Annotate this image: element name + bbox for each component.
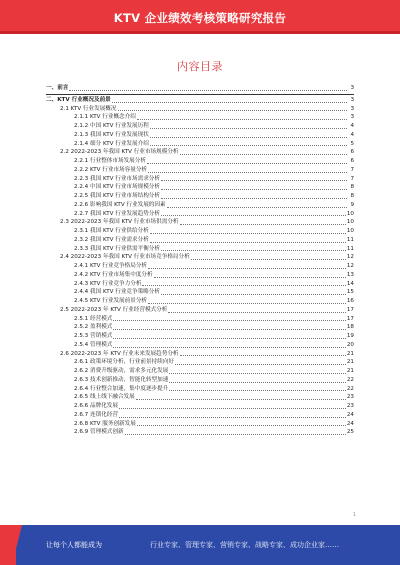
toc-leader-dots: [148, 172, 347, 173]
toc-entry-text: 2.4.2 KTV 行业市场集中度分析: [74, 271, 153, 278]
toc-leader-dots: [112, 102, 347, 103]
toc-entry-text: 2.4.3 KTV 行业竞争力分析: [74, 280, 142, 287]
toc-entry[interactable]: [46, 175, 354, 184]
toc-entry-page: 21: [346, 368, 354, 374]
toc-leader-dots: [161, 198, 347, 199]
toc-entry-page: 23: [346, 394, 354, 401]
toc-entry[interactable]: [46, 245, 354, 254]
toc-leader-dots: [136, 399, 346, 400]
toc-entry-text: 2.5.4 管理模式: [74, 341, 113, 348]
toc-entry-page: 12: [346, 254, 354, 261]
toc-entry-text: 2.3.3 我国 KTV 行业供需平衡分析: [74, 245, 160, 252]
page-number: 1: [352, 512, 356, 518]
toc-entry-text: 2.3.1 我国 KTV 行业供给分析: [74, 228, 149, 234]
toc-entry[interactable]: [46, 367, 354, 376]
toc-entry-text: 2.2.7 我国 KTV 行业发展趋势分析: [74, 210, 160, 217]
toc-entry[interactable]: [46, 350, 354, 359]
toc-leader-dots: [113, 320, 345, 321]
toc-leader-dots: [113, 338, 345, 339]
toc-entry-text: 2.6.6 品牌化发展: [74, 403, 118, 409]
toc-entry[interactable]: [46, 201, 354, 210]
toc-entry[interactable]: [46, 84, 354, 93]
toc-leader-dots: [161, 180, 347, 181]
toc-entry-page: 25: [346, 429, 354, 436]
report-title: KTV 企业绩效考核策略研究报告: [113, 11, 287, 25]
footer-slogan-left: 让每个人都能成为: [46, 541, 102, 549]
toc-entry-page: 12: [346, 263, 354, 269]
toc-entry[interactable]: [46, 306, 354, 315]
toc-entry-text: 2.6.3 技术创新推动，智能化转型加速: [74, 376, 169, 383]
toc-entry-page: 4: [350, 131, 354, 138]
toc-entry[interactable]: [46, 131, 354, 140]
toc-leader-dots: [119, 417, 346, 418]
toc-entry-page: 17: [346, 306, 354, 313]
toc-entry[interactable]: [46, 341, 354, 350]
toc-leader-dots: [150, 242, 346, 243]
toc-entry[interactable]: [46, 332, 354, 341]
toc-entry-text: 2.4.5 KTV 行业发展前景分析: [74, 298, 148, 304]
toc-entry-page: 8: [350, 193, 354, 199]
toc-leader-dots: [169, 373, 346, 374]
toc-entry-text: 2.6.5 线上线下融合发展: [74, 394, 135, 401]
toc-entry-text: 2.6.9 管理模式创新: [74, 429, 124, 436]
toc-entry-page: 16: [346, 298, 354, 304]
toc-entry-text: 2.6.7 连锁化经营: [74, 411, 118, 418]
toc-entry-text: 一、前言: [46, 85, 69, 91]
toc-entry[interactable]: [46, 315, 354, 324]
toc-leader-dots: [137, 425, 346, 426]
toc-leader-dots: [118, 110, 348, 111]
table-of-contents: [46, 84, 354, 437]
toc-heading: 内容目录: [177, 60, 223, 73]
toc-entry[interactable]: [46, 288, 354, 297]
toc-entry-text: 2.1.2 中国 KTV 行业发展历程: [74, 123, 149, 129]
toc-entry-page: 10: [346, 228, 354, 234]
toc-entry[interactable]: [46, 358, 354, 367]
toc-leader-dots: [169, 382, 346, 383]
toc-entry-page: 20: [346, 341, 354, 348]
toc-entry-page: 15: [346, 289, 354, 296]
toc-entry-page: 7: [350, 166, 354, 173]
toc-leader-dots: [150, 145, 347, 146]
toc-entry-text: 2.4.4 我国 KTV 行业竞争策略分析: [74, 289, 160, 296]
toc-entry-page: 6: [350, 158, 354, 164]
toc-entry[interactable]: [46, 113, 354, 122]
toc-leader-dots: [148, 303, 346, 304]
toc-entry-text: 2.1 KTV 行业发展概况: [60, 105, 117, 112]
toc-leader-dots: [125, 434, 346, 435]
toc-divider: [46, 94, 354, 95]
toc-entry-page: 18: [346, 324, 354, 331]
toc-leader-dots: [137, 119, 347, 120]
toc-entry[interactable]: [46, 192, 354, 201]
toc-leader-dots: [147, 163, 347, 164]
toc-leader-dots: [167, 207, 347, 208]
toc-entry[interactable]: [46, 280, 354, 289]
toc-entry-page: 8: [350, 184, 354, 191]
toc-entry-text: 2.5.3 营销模式: [74, 333, 113, 339]
toc-entry[interactable]: [46, 218, 354, 227]
toc-entry[interactable]: [46, 227, 354, 236]
toc-entry-page: 14: [346, 280, 354, 287]
toc-entry-page: 7: [350, 175, 354, 182]
toc-entry[interactable]: [46, 271, 354, 280]
toc-entry-page: 21: [346, 350, 354, 357]
toc-entry-text: 2.6 2022-2023 年 KTV 行业未来发展趋势分析: [60, 350, 179, 357]
toc-entry[interactable]: [46, 253, 354, 262]
toc-entry-page: 10: [346, 219, 354, 226]
toc-entry[interactable]: [46, 236, 354, 245]
toc-entry[interactable]: [46, 262, 354, 271]
toc-leader-dots: [113, 329, 345, 330]
toc-entry-page: 24: [346, 411, 354, 418]
toc-entry[interactable]: [46, 428, 354, 437]
toc-entry-page: 4: [350, 123, 354, 129]
toc-entry-text: 2.6.8 KTV 服务创新发展: [74, 420, 136, 427]
toc-entry-text: 2.2 2022-2023 年我国 KTV 行业市场规模分析: [60, 149, 179, 156]
toc-entry-text: 2.5 2022-2023 年 KTV 行业经营模式分析: [60, 306, 168, 313]
toc-leader-dots: [154, 277, 346, 278]
report-header-banner: [0, 0, 400, 34]
toc-leader-dots: [169, 390, 346, 391]
toc-entry[interactable]: [46, 385, 354, 394]
toc-entry-text: 2.2.3 我国 KTV 行业市场需求分析: [74, 175, 160, 182]
toc-entry-page: 10: [346, 210, 354, 217]
toc-entry[interactable]: [46, 122, 354, 131]
footer-banner: [0, 525, 400, 565]
toc-entry-page: 13: [346, 271, 354, 278]
toc-entry[interactable]: [46, 166, 354, 175]
toc-entry-page: 23: [346, 403, 354, 409]
toc-entry-text: 2.2.4 中国 KTV 行业市场规模分析: [74, 184, 160, 191]
toc-entry[interactable]: [46, 376, 354, 385]
toc-entry-page: 9: [350, 201, 354, 208]
toc-entry-text: 2.1.3 我国 KTV 行业发展现状: [74, 131, 149, 138]
toc-entry-page: 19: [346, 333, 354, 339]
toc-entry[interactable]: [46, 323, 354, 332]
toc-entry-text: 2.6.1 政策环境分析，行业前景持续向好: [74, 359, 174, 366]
toc-leader-dots: [113, 347, 345, 348]
toc-entry-text: 2.6.4 行业整合加速，集中度逐步提升: [74, 385, 169, 392]
toc-entry[interactable]: [46, 210, 354, 219]
toc-entry-page: 22: [346, 376, 354, 383]
toc-leader-dots: [191, 259, 346, 260]
toc-entry[interactable]: [46, 140, 354, 149]
header-stripe: [0, 31, 400, 34]
toc-entry-page: 17: [346, 315, 354, 322]
toc-leader-dots: [119, 408, 346, 409]
toc-entry-page: 6: [350, 149, 354, 156]
toc-entry-text: 2.4 2022-2023 年我国 KTV 行业市场竞争格局分析: [60, 254, 190, 261]
toc-leader-dots: [180, 355, 346, 356]
toc-leader-dots: [142, 285, 345, 286]
toc-entry[interactable]: [46, 96, 354, 105]
toc-entry-page: 22: [346, 385, 354, 392]
toc-entry-text: 2.2.6 影响我国 KTV 行业发展的因素: [74, 201, 166, 208]
toc-entry[interactable]: [46, 183, 354, 192]
toc-leader-dots: [150, 137, 347, 138]
toc-leader-dots: [180, 154, 347, 155]
toc-entry-text: 2.2.5 我国 KTV 行业市场结构分析: [74, 193, 160, 199]
toc-entry-text: 2.2.1 行业整体市场发展分析: [74, 158, 146, 164]
toc-entry[interactable]: [46, 402, 354, 411]
toc-entry[interactable]: [46, 148, 354, 157]
toc-leader-dots: [69, 90, 347, 91]
toc-entry-text: 2.1.4 细分 KTV 行业发展介绍: [74, 140, 149, 147]
toc-entry-page: 3: [350, 96, 354, 103]
toc-entry[interactable]: [46, 297, 354, 306]
footer-slogan-right: 行业专家、管理专家、营销专家、战略专家、成功企业家……: [150, 541, 339, 549]
toc-leader-dots: [180, 224, 346, 225]
toc-leader-dots: [161, 294, 346, 295]
toc-leader-dots: [150, 233, 346, 234]
toc-entry-page: 3: [350, 85, 354, 91]
toc-leader-dots: [161, 189, 347, 190]
toc-leader-dots: [168, 312, 346, 313]
toc-entry-text: 2.1.1 KTV 行业概念介绍: [74, 114, 136, 121]
toc-entry[interactable]: [46, 105, 354, 114]
toc-entry-text: 2.4.1 KTV 行业竞争格局分析: [74, 263, 148, 269]
toc-leader-dots: [161, 250, 346, 251]
toc-entry-page: 24: [346, 420, 354, 427]
toc-entry-page: 11: [346, 245, 354, 252]
toc-entry-text: 二、KTV 行业概况及前景: [46, 96, 111, 103]
toc-entry[interactable]: [46, 393, 354, 402]
toc-entry-text: 2.5.1 经营模式: [74, 315, 113, 322]
toc-entry-text: 2.2.2 KTV 行业市场容量分析: [74, 166, 148, 173]
toc-entry-page: 21: [346, 359, 354, 366]
toc-entry[interactable]: [46, 411, 354, 420]
toc-entry-page: 3: [350, 114, 354, 121]
toc-entry[interactable]: [46, 420, 354, 429]
toc-leader-dots: [148, 268, 346, 269]
toc-entry-page: 11: [346, 236, 354, 243]
toc-leader-dots: [175, 364, 346, 365]
toc-entry-text: 2.5.2 盈利模式: [74, 324, 113, 331]
toc-entry-page: 3: [350, 105, 354, 112]
toc-leader-dots: [161, 215, 346, 216]
toc-entry-text: 2.6.2 消费升级驱动，需求多元化发展: [74, 368, 169, 374]
toc-leader-dots: [150, 128, 347, 129]
toc-entry-text: 2.3 2022-2023 年我国 KTV 行业市场供需分析: [60, 219, 179, 226]
toc-entry-page: 5: [350, 140, 354, 147]
toc-entry[interactable]: [46, 157, 354, 166]
footer-accent-slant: [12, 525, 22, 565]
toc-entry-text: 2.3.2 我国 KTV 行业需求分析: [74, 236, 149, 243]
